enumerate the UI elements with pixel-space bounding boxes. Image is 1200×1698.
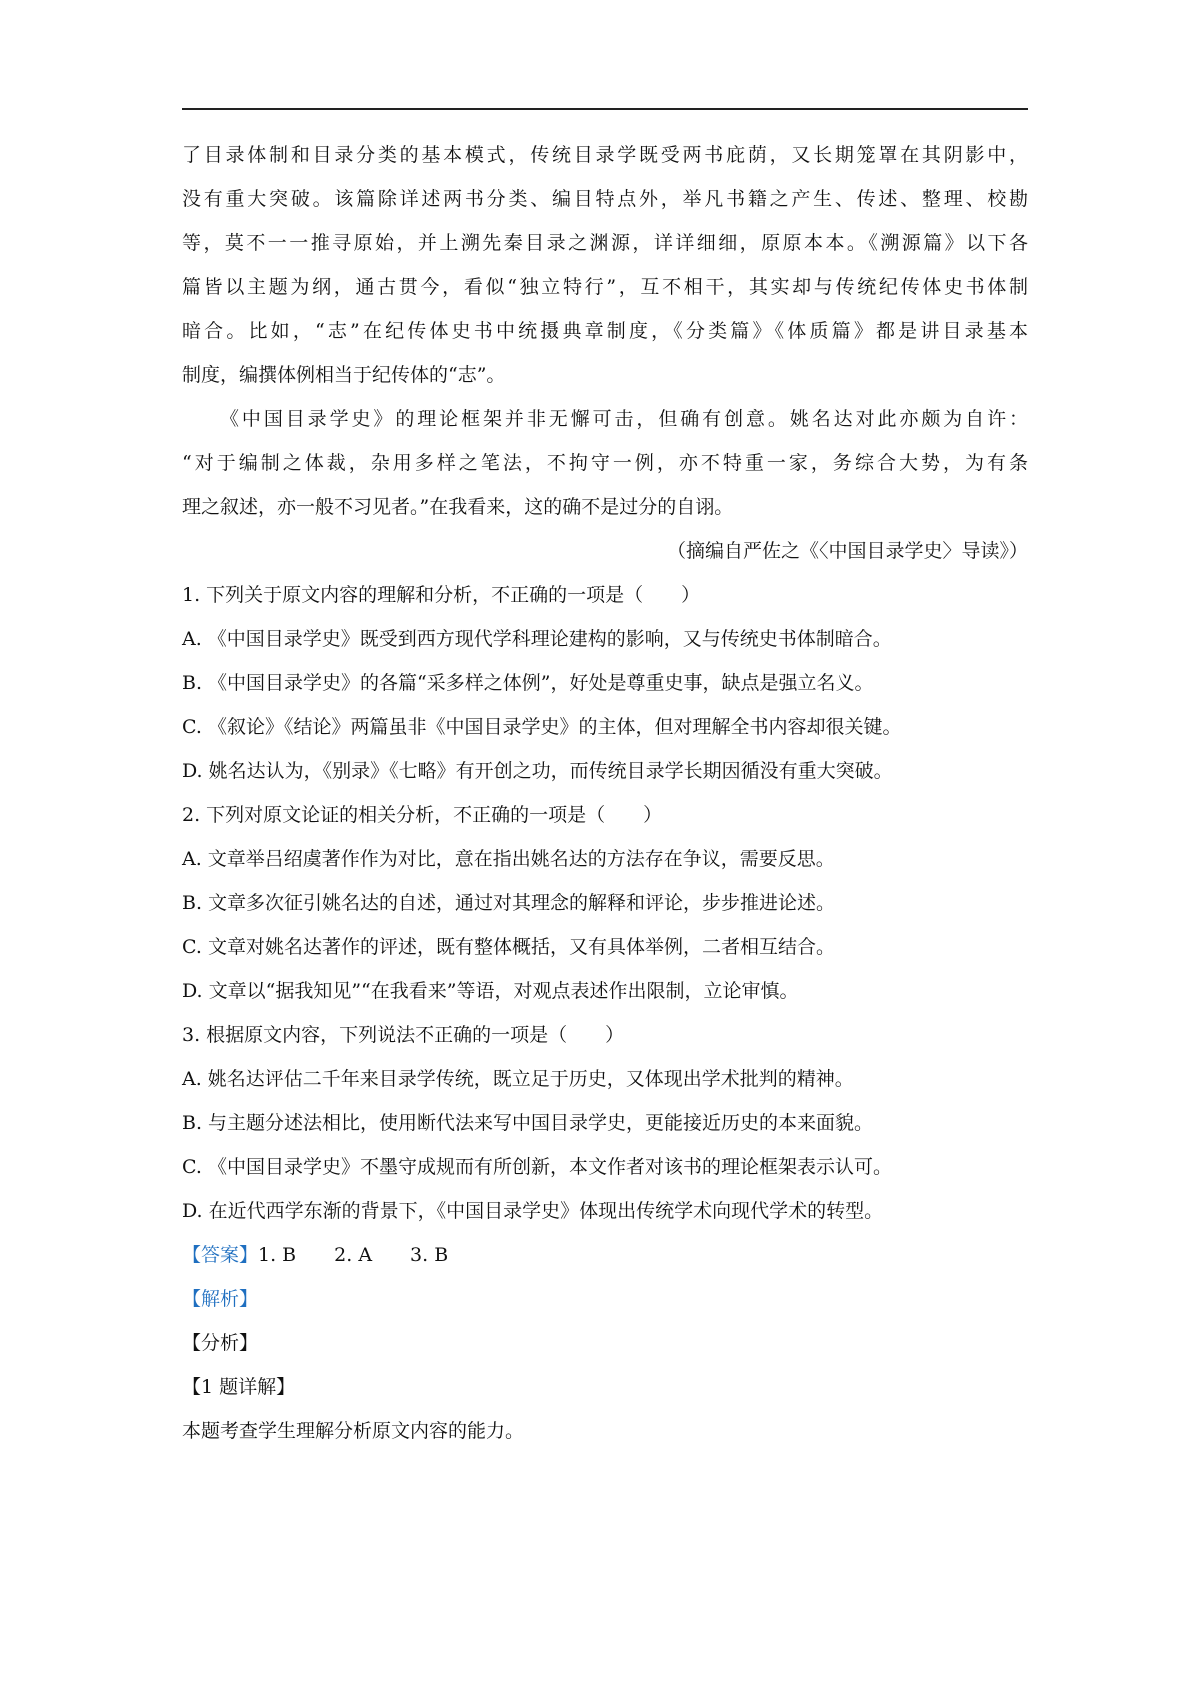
answer-values: 1. B 2. A 3. B (258, 1244, 449, 1266)
passage-line: 篇皆以主题为纲，通古贯今，看似“独立特行”，互不相干，其实却与传统纪传体史书体制 (182, 276, 1028, 298)
passage-line: 了目录体制和目录分类的基本模式，传统目录学既受两书庇荫，又长期笼罩在其阴影中， (182, 144, 1028, 166)
question-3-stem: 3. 根据原文内容，下列说法不正确的一项是（ ） (182, 1024, 625, 1046)
analysis-detail-label: 【1 题详解】 (182, 1376, 296, 1398)
passage-line: 《中国目录学史》的理论框架并非无懈可击，但确有创意。姚名达对此亦颇为自许： (220, 408, 1028, 430)
answer-line (182, 1242, 1028, 1268)
passage-source: （摘编自严佐之《〈中国目录学史〉导读》） (666, 540, 1028, 562)
question-2-option-c: C. 文章对姚名达著作的评述，既有整体概括，又有具体举例，二者相互结合。 (182, 936, 835, 958)
passage-line: 制度，编撰体例相当于纪传体的“志”。 (182, 364, 506, 386)
passage-line: 没有重大突破。该篇除详述两书分类、编目特点外，举凡书籍之产生、传述、整理、校勘 (182, 188, 1028, 210)
analysis-detail-text: 本题考查学生理解分析原文内容的能力。 (182, 1420, 525, 1442)
question-2-option-a: A. 文章举吕绍虞著作作为对比，意在指出姚名达的方法存在争议，需要反思。 (182, 848, 835, 870)
passage-line: 理之叙述，亦一般不习见者。”在我看来，这的确不是过分的自诩。 (182, 496, 734, 518)
question-1-stem: 1. 下列关于原文内容的理解和分析，不正确的一项是（ ） (182, 584, 701, 606)
question-3-option-b: B. 与主题分述法相比，使用断代法来写中国目录学史，更能接近历史的本来面貌。 (182, 1112, 874, 1134)
question-2-option-d: D. 文章以“据我知见”“在我看来”等语，对观点表述作出限制，立论审慎。 (182, 980, 799, 1002)
question-3-option-a: A. 姚名达评估二千年来目录学传统，既立足于历史，又体现出学术批判的精神。 (182, 1068, 854, 1090)
question-1-option-c: C. 《叙论》《结论》两篇虽非《中国目录学史》的主体，但对理解全书内容却很关键。 (182, 716, 902, 738)
answer-label: 【答案】 (182, 1244, 259, 1266)
question-3-option-d: D. 在近代西学东渐的背景下，《中国目录学史》体现出传统学术向现代学术的转型。 (182, 1200, 884, 1222)
question-1-option-d: D. 姚名达认为，《别录》《七略》有开创之功，而传统目录学长期因循没有重大突破。 (182, 760, 893, 782)
question-2-stem: 2. 下列对原文论证的相关分析，不正确的一项是（ ） (182, 804, 663, 826)
question-2-option-b: B. 文章多次征引姚名达的自述，通过对其理念的解释和评论，步步推进论述。 (182, 892, 836, 914)
question-1-option-b: B. 《中国目录学史》的各篇“采多样之体例”，好处是尊重史事，缺点是强立名义。 (182, 672, 874, 694)
question-1-option-a: A. 《中国目录学史》既受到西方现代学科理论建构的影响，又与传统史书体制暗合。 (182, 628, 892, 650)
passage-line: “对于编制之体裁，杂用多样之笔法，不拘守一例，亦不特重一家，务综合大势，为有条 (182, 452, 1028, 474)
header-rule (182, 108, 1028, 110)
passage-line: 暗合。比如，“志”在纪传体史书中统摄典章制度，《分类篇》《体质篇》都是讲目录基本 (182, 320, 1028, 342)
analysis-sub-label: 【分析】 (182, 1332, 259, 1354)
analysis-label: 【解析】 (182, 1288, 259, 1310)
question-3-option-c: C. 《中国目录学史》不墨守成规而有所创新，本文作者对该书的理论框架表示认可。 (182, 1156, 892, 1178)
passage-line: 等，莫不一一推寻原始，并上溯先秦目录之渊源，详详细细，原原本本。《溯源篇》以下各 (182, 232, 1028, 254)
